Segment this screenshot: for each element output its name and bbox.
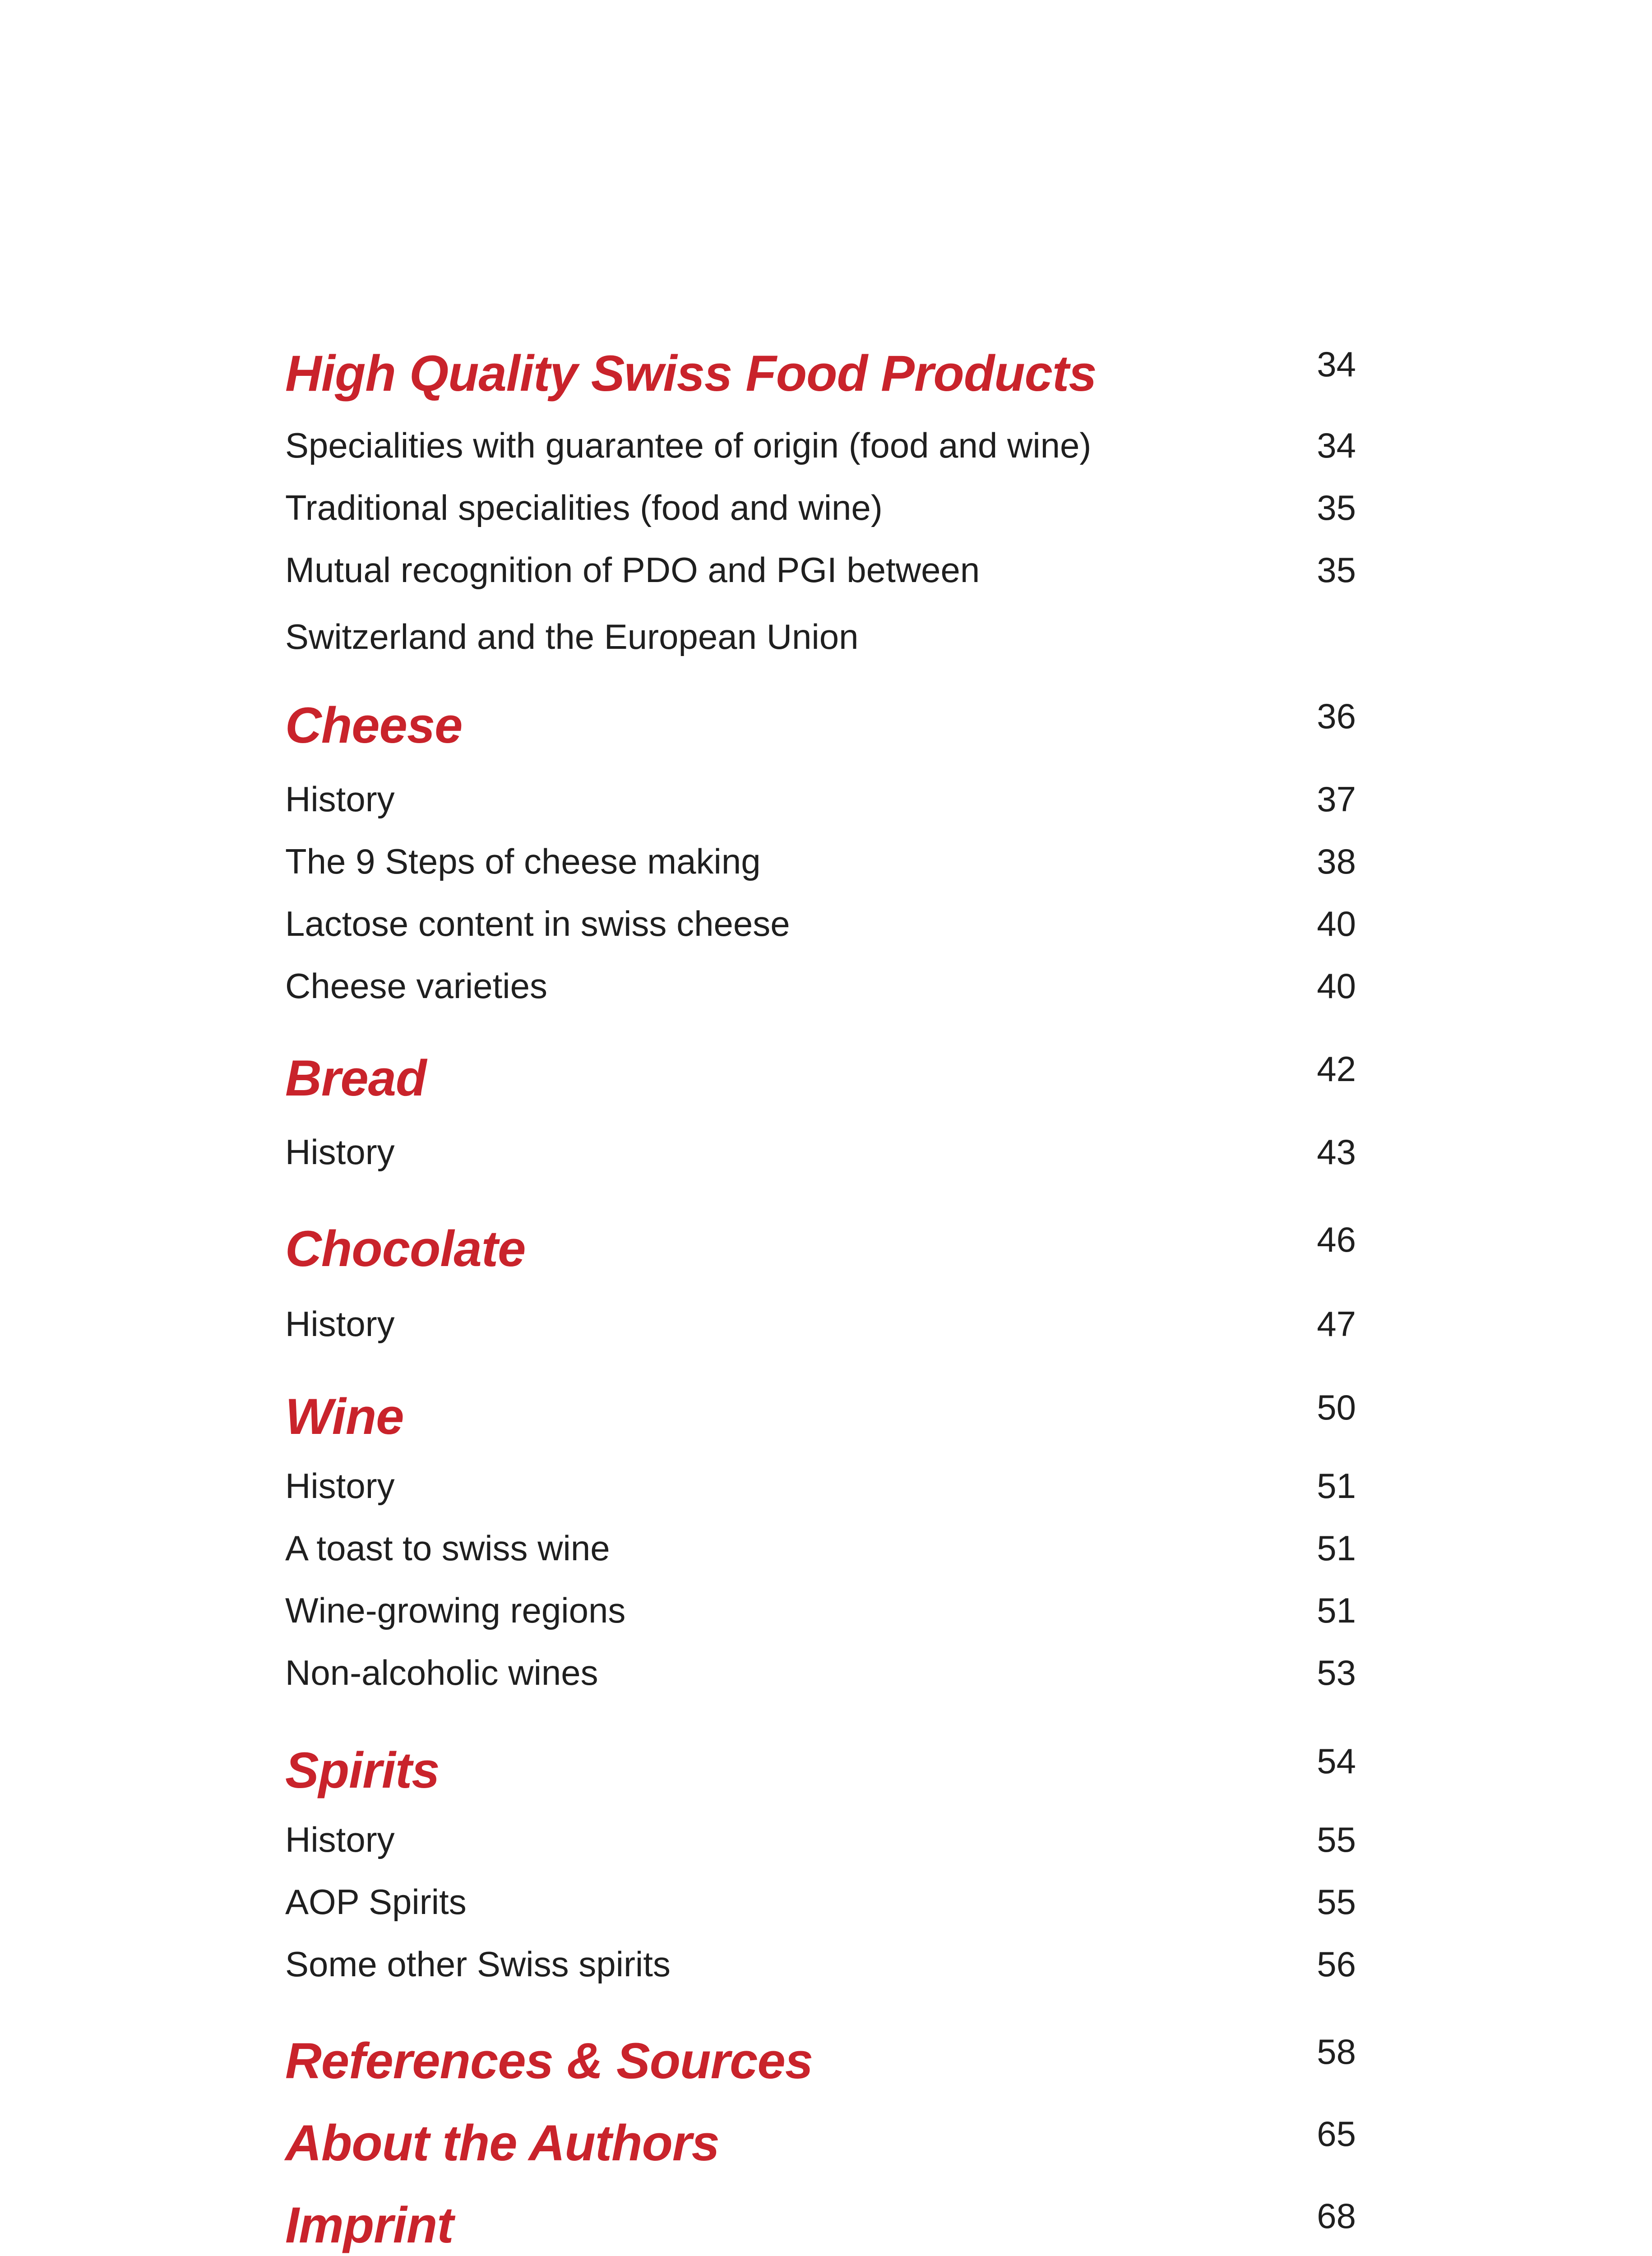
toc-item-label: The 9 Steps of cheese making [285, 841, 761, 881]
page-number: 37 [1317, 779, 1356, 819]
page-number: 54 [1317, 1741, 1356, 1781]
toc-section-spirits[interactable] [285, 1740, 1356, 1812]
toc-section-high-quality[interactable] [285, 343, 1356, 415]
page-number: 34 [1317, 425, 1356, 465]
section-title: About the Authors [285, 2115, 719, 2171]
page-number: 65 [1317, 2114, 1356, 2154]
toc-item[interactable] [285, 1134, 1356, 1207]
toc-item[interactable] [285, 552, 1356, 624]
page-number: 58 [1317, 2032, 1356, 2071]
page-number: 53 [1317, 1653, 1356, 1692]
section-title: Imprint [285, 2197, 453, 2253]
toc-item-label: Switzerland and the European Union [285, 617, 859, 656]
page-number: 34 [1317, 344, 1356, 384]
page-number: 35 [1317, 550, 1356, 590]
toc-item-label: History [285, 1466, 395, 1506]
toc-item-label: Specialities with guarantee of origin (food and wine) [285, 425, 1092, 465]
section-title: Spirits [285, 1742, 440, 1798]
toc-item[interactable] [285, 968, 1356, 1040]
page-number: 51 [1317, 1590, 1356, 1630]
page-number: 38 [1317, 841, 1356, 881]
toc-item-label: A toast to swiss wine [285, 1528, 610, 1568]
section-title: Bread [285, 1050, 426, 1106]
toc-section-imprint[interactable] [285, 2195, 1356, 2256]
page-number: 40 [1317, 904, 1356, 943]
page-number: 43 [1317, 1132, 1356, 1172]
page-number: 55 [1317, 1820, 1356, 1859]
toc-item-label: History [285, 1820, 395, 1859]
page-number: 47 [1317, 1304, 1356, 1344]
section-title: Chocolate [285, 1220, 526, 1277]
page-number: 40 [1317, 966, 1356, 1006]
page-number: 42 [1317, 1049, 1356, 1089]
toc-item-label: Lactose content in swiss cheese [285, 904, 790, 943]
section-title: References & Sources [285, 2033, 813, 2089]
page-number: 56 [1317, 1944, 1356, 1984]
toc-item-label: History [285, 779, 395, 819]
page-number: 46 [1317, 1220, 1356, 1259]
toc-item-label: Cheese varieties [285, 966, 547, 1006]
page-number: 35 [1317, 488, 1356, 527]
toc-item-label: Some other Swiss spirits [285, 1944, 671, 1984]
toc-item[interactable] [285, 1655, 1356, 1727]
toc-section-chocolate[interactable] [285, 1218, 1356, 1290]
toc-item[interactable] [285, 1946, 1356, 2019]
toc-section-authors[interactable] [285, 2113, 1356, 2185]
toc-item-label: Non-alcoholic wines [285, 1653, 598, 1692]
page-number: 51 [1317, 1528, 1356, 1568]
toc-item-label: AOP Spirits [285, 1882, 467, 1922]
toc-section-references[interactable] [285, 2030, 1356, 2103]
toc-section-wine[interactable] [285, 1386, 1356, 1458]
page-number: 36 [1317, 696, 1356, 736]
toc-section-cheese[interactable] [285, 695, 1356, 767]
section-title: Wine [285, 1388, 404, 1445]
toc-item-label: History [285, 1132, 395, 1172]
section-title: High Quality Swiss Food Products [285, 345, 1097, 402]
toc-item-label: Wine-growing regions [285, 1590, 626, 1630]
section-title: Cheese [285, 697, 463, 754]
toc-item-label: History [285, 1304, 395, 1344]
toc-section-bread[interactable] [285, 1048, 1356, 1120]
page-number: 50 [1317, 1387, 1356, 1427]
toc-item-label: Mutual recognition of PDO and PGI between [285, 550, 980, 590]
toc-item[interactable] [285, 1306, 1356, 1378]
page-number: 51 [1317, 1466, 1356, 1506]
toc-item-continuation [285, 619, 1356, 691]
toc-item-label: Traditional specialities (food and wine) [285, 488, 883, 527]
page-number: 68 [1317, 2196, 1356, 2236]
page-number: 55 [1317, 1882, 1356, 1922]
